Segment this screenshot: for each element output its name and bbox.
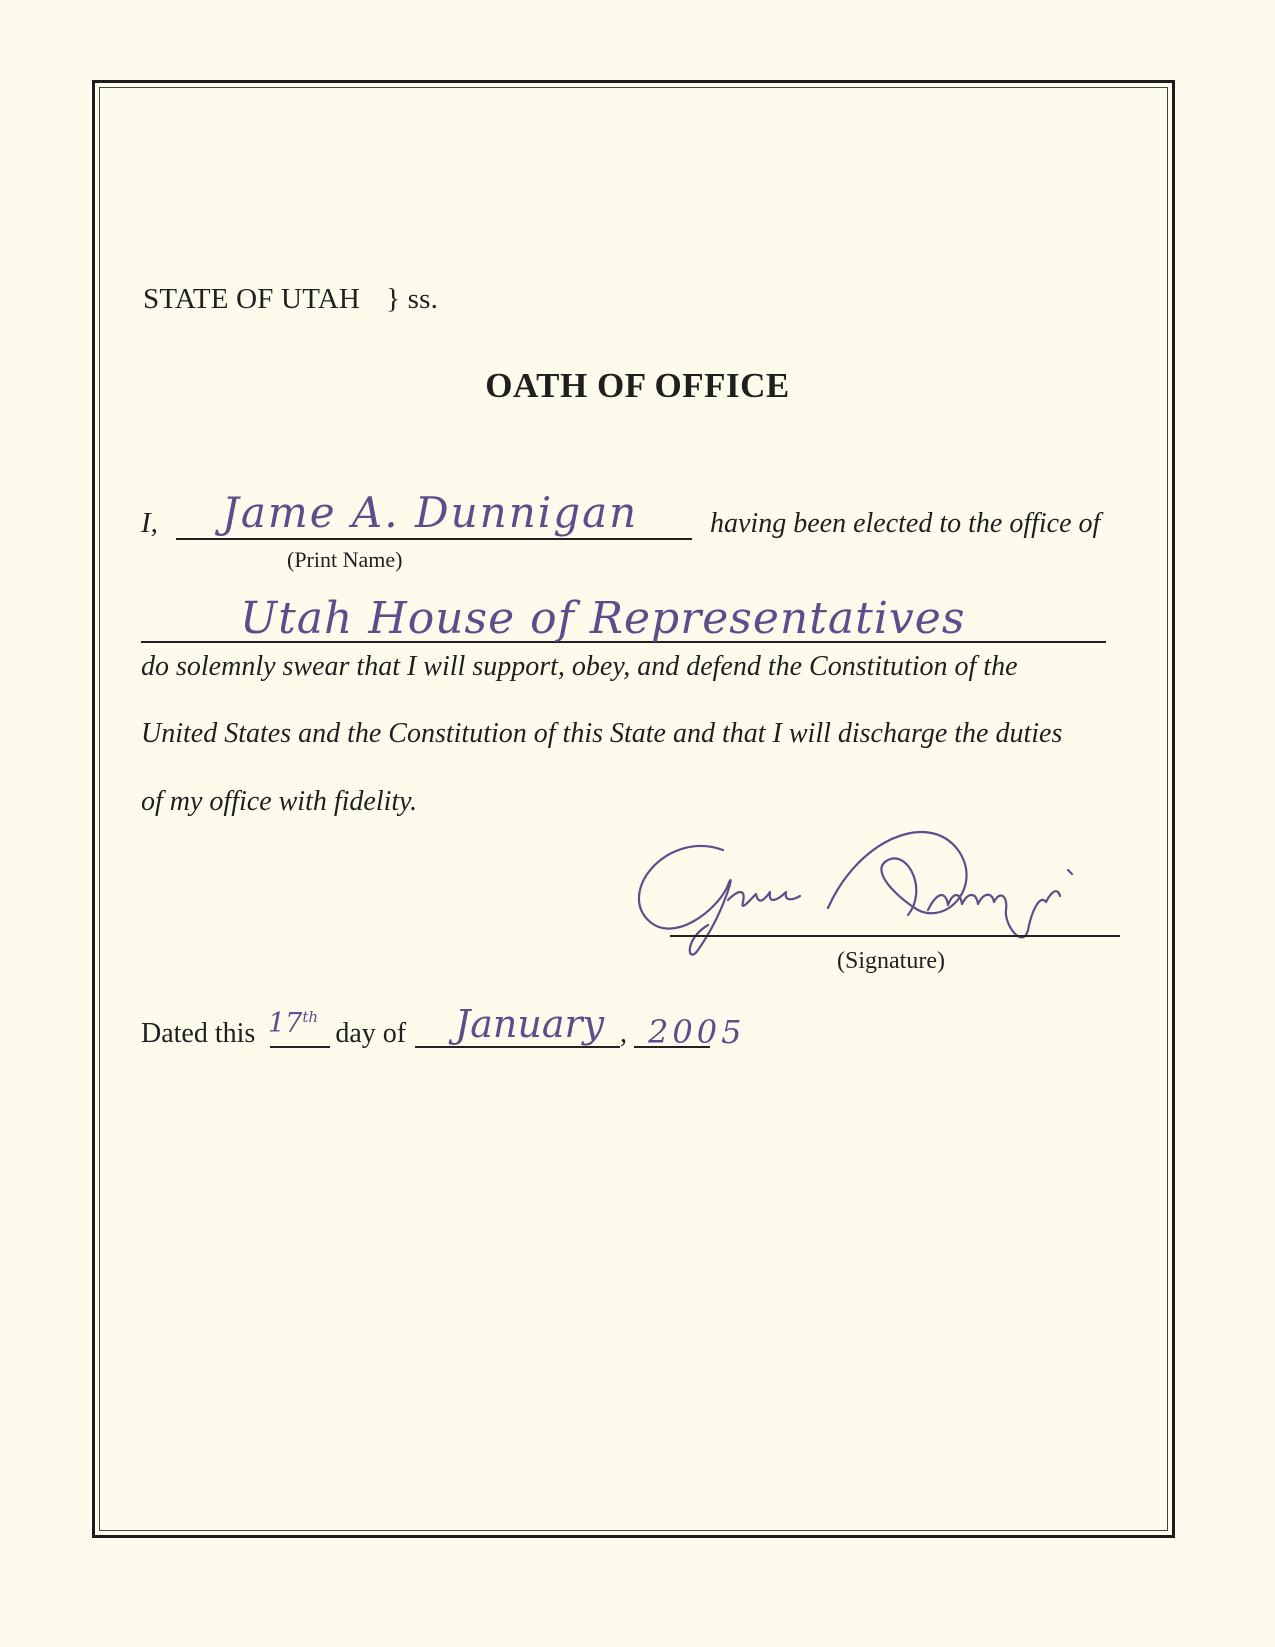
print-name-rule	[176, 538, 692, 540]
handwritten-month: January	[455, 1002, 605, 1046]
date-comma: ,	[620, 1018, 627, 1049]
state-heading	[143, 283, 438, 316]
oath-body-line-2: United States and the Constitution of this State and that I will discharge the duties	[141, 718, 1063, 749]
oath-body-line-3: of my office with fidelity.	[141, 786, 418, 817]
handwritten-office: Utah House of Representatives	[240, 593, 966, 644]
having-elected-text: having been elected to the office of	[710, 508, 1101, 539]
dated-prefix: Dated this	[141, 1018, 256, 1049]
day-suffix: th	[302, 1008, 319, 1026]
state-name: STATE OF UTAH	[143, 283, 361, 315]
signature-rule	[670, 935, 1120, 937]
oath-body-line-1: do solemnly swear that I will support, obey, and defend the Constitution of the	[141, 651, 1018, 682]
handwritten-name: Jame A. Dunnigan	[222, 488, 639, 537]
page-title: OATH OF OFFICE	[485, 366, 790, 405]
day-rule	[270, 1046, 330, 1048]
dated-day-of: day of	[335, 1018, 407, 1049]
state-brace: }	[386, 283, 401, 315]
signature-label: (Signature)	[837, 948, 945, 974]
oath-prefix: I,	[141, 507, 158, 539]
print-name-label: (Print Name)	[287, 547, 403, 572]
month-rule	[415, 1046, 620, 1048]
state-ss: ss.	[407, 283, 439, 315]
handwritten-day	[268, 1008, 318, 1039]
day-number: 17	[268, 1008, 303, 1039]
handwritten-year: 2005	[648, 1013, 746, 1051]
